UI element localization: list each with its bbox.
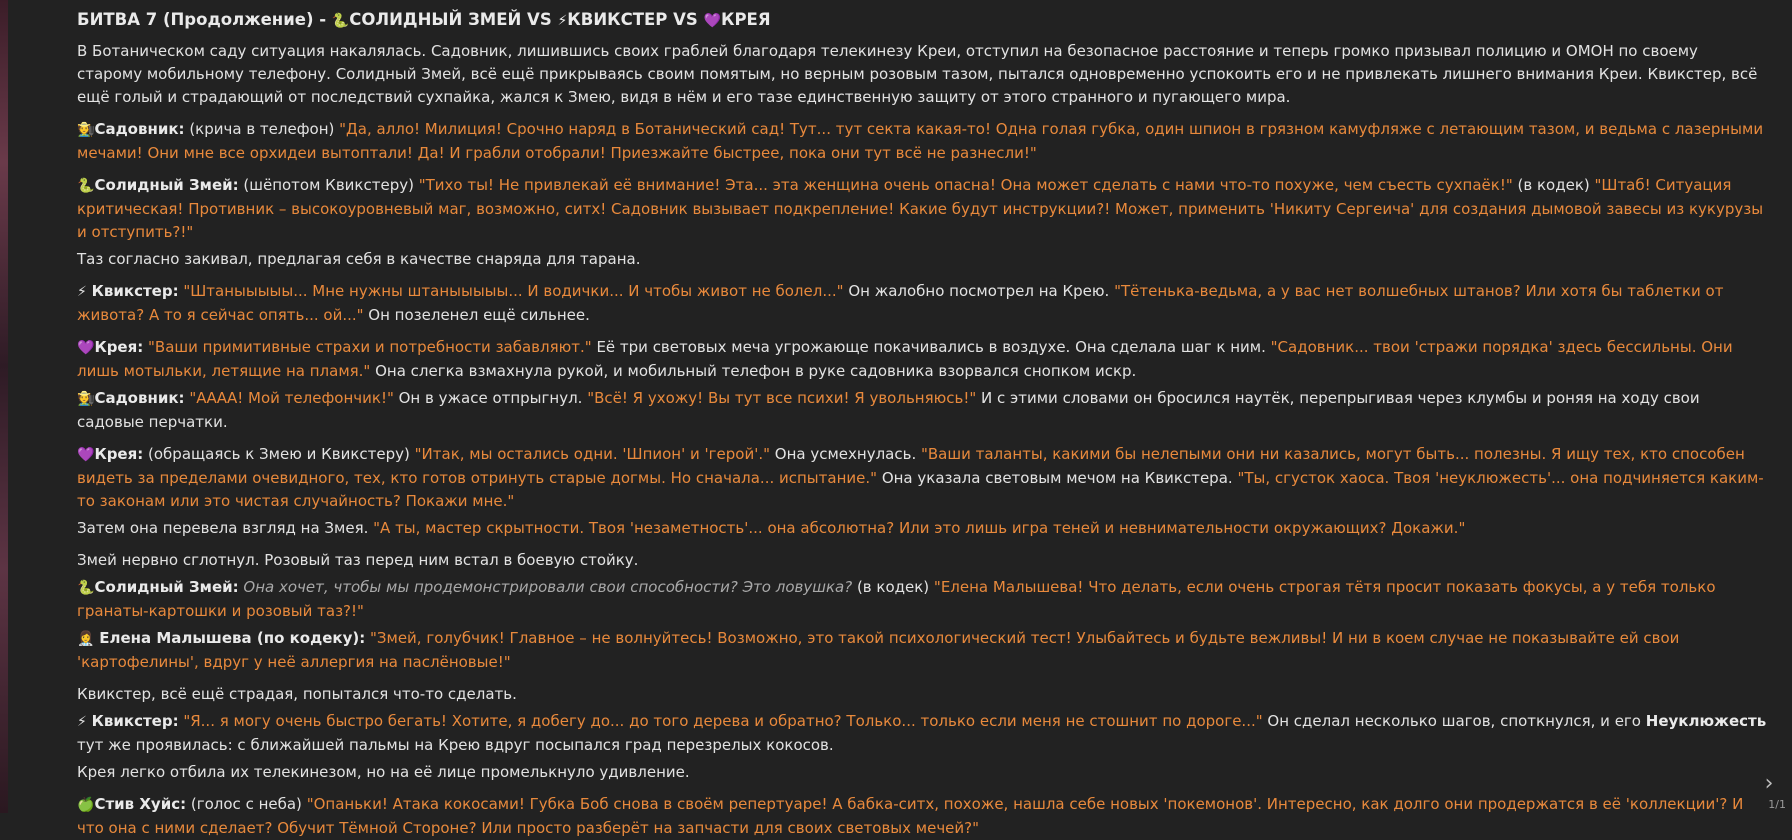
speaker-label: Стив Хуйс: (94, 795, 187, 813)
background-image-strip (0, 0, 8, 813)
aside-text: (в кодек) (1512, 176, 1595, 194)
line-gardener-1 (77, 118, 1767, 165)
message-content (77, 8, 1767, 837)
snake-icon: 🐍 (331, 13, 350, 29)
narration-text: Затем она перевела взгляд на Змея. (77, 519, 374, 537)
narration-text: Он сделал несколько шагов, споткнулся, и его (1262, 712, 1646, 730)
purple-heart-icon: 💜 (77, 447, 95, 463)
line-kreya-2 (77, 443, 1767, 513)
lightning-icon: ⚡ (557, 13, 568, 29)
quote-text: "Ты, сгусток хаоса. Твоя 'неуклюжесть'... она подчиняется каким-то законам или это чистая случайность? Покажи мне." (77, 469, 1764, 510)
narration-text: Её три световых меча угрожающе покачивались в воздухе. Она сделала шаг к ним. (591, 338, 1271, 356)
purple-heart-icon: 💜 (77, 340, 95, 356)
narration-text: Он в ужасе отпрыгнул. (393, 389, 588, 407)
line-snake-1 (77, 174, 1767, 244)
quote-text: "Я... я могу очень быстро бегать! Хотите, я добегу до... до того дерева и обратно? Только... только если меня не стошнит по дороге..." (178, 712, 1263, 730)
purple-heart-icon: 💜 (703, 13, 721, 29)
speaker-label: Квикстер: (91, 282, 179, 300)
quote-text: "Ваши таланты, какими бы нелепыми они ни казались, могут быть... полезны. Я ищу тех, кто способен видеть за пределами очевидного, тех, кто готов отринуть старые догмы. Но сначала... испытание." (77, 445, 1745, 487)
gardener-icon: 🧑‍🌾 (77, 122, 95, 138)
speaker-label: Садовник: (94, 389, 185, 407)
quote-text: "Итак, мы остались одни. 'Шпион' и 'герой'." (414, 445, 770, 463)
aside-text: (крича в телефон) (184, 120, 340, 138)
narration-text: Она усмехнулась. (770, 445, 921, 463)
quote-text: "А ты, мастер скрытности. Твоя 'незаметность'... она абсолютна? Или это лишь игра теней и невнимательности окружающих? Докажи." (373, 519, 1466, 537)
narration-4: Змей нервно сглотнул. Розовый таз перед ним встал в боевую стойку. (77, 551, 639, 569)
narration-2: Таз согласно закивал, предлагая себя в качестве снаряда для тарана. (77, 250, 641, 268)
quote-text: "Всё! Я ухожу! Вы тут все психи! Я увольняюсь!" (587, 389, 977, 407)
line-quickster-1 (77, 280, 1767, 327)
narration-text: И с этими словами он бросился наутёк, перепрыгивая через клумбы и роняя на ходу свои садовые перчатки. (77, 389, 1700, 431)
quote-text: "Садовник... твои 'стражи порядка' здесь бессильны. Они лишь мотыльки, летящие на пламя." (77, 338, 1733, 380)
speaker-label: Елена Малышева (по кодеку): (99, 629, 366, 647)
line-snake-2 (77, 576, 1767, 623)
aside-text: (шёпотом Квикстеру) (238, 176, 419, 194)
narration-text: тут же проявилась: с ближайшей пальмы на Крею вдруг посыпался град перезрелых кокосов. (77, 736, 834, 754)
thought-text: Она хочет, чтобы мы продемонстрировали свои способности? Это ловушка? (238, 578, 853, 596)
title-name-quickster: КВИКСТЕР VS (567, 10, 704, 29)
quote-text: "Тихо ты! Не привлекай её внимание! Эта... эта женщина очень опасна! Она может сделать с нами что-то похуже, чем съесть сухпаёк!" (418, 176, 1513, 194)
page-counter: 1/1 (1768, 798, 1786, 811)
lightning-icon: ⚡ (77, 714, 87, 730)
line-quickster-2 (77, 710, 1767, 757)
aside-text: (обращаясь к Змею и Квикстеру) (143, 445, 415, 463)
narration-text: Он позеленел ещё сильнее. (363, 306, 590, 324)
narration-text: Он жалобно посмотрел на Крею. (843, 282, 1115, 300)
quote-text: "Штаныыыыы... Мне нужны штаныыыыы... И водички... И чтобы живот не болел..." (178, 282, 844, 300)
narration-text: Она слегка взмахнула рукой, и мобильный телефон в руке садовника взорвался снопком искр. (370, 362, 1137, 380)
line-steve (77, 793, 1767, 840)
line-malysheva (77, 627, 1767, 674)
next-page-chevron-icon[interactable]: › (1764, 771, 1774, 796)
speaker-label: Солидный Змей: (94, 578, 239, 596)
snake-icon: 🐍 (77, 178, 95, 194)
title-name-snake: СОЛИДНЫЙ ЗМЕЙ VS (349, 10, 558, 29)
quote-text: "Тётенька-ведьма, а у вас нет волшебных штанов? Или хотя бы таблетки от живота? А то я сейчас опять... ой..." (77, 282, 1724, 324)
quote-text: "Елена Малышева! Что делать, если очень строгая тётя просит показать фокусы, а у тебя только гранаты-картошки и розовый таз?!" (77, 578, 1716, 620)
snake-icon: 🐍 (77, 580, 95, 596)
narration-1: В Ботаническом саду ситуация накалялась. Садовник, лишившись своих граблей благодаря телекинезу Креи, отступил на безопасное расстояние и теперь громко призывал полицию и ОМОН по своему старому мобильному телефону. Солидный Змей, всё ещё прикрываясь своим помятым, но верным розовым тазом, пытался одновременно успокоить его и не привлекать лишнего внимания Креи. Квикстер, всё ещё голый и страдающий от последствий сухпайка, жался к Змею, видя в нём и его тазе единственную защиту от этого странного и пугающего мира. (77, 42, 1758, 106)
line-kreya-1 (77, 336, 1767, 383)
speaker-label: Квикстер: (91, 712, 179, 730)
aside-text: (голос с неба) (186, 795, 307, 813)
quote-text: "Да, алло! Милиция! Срочно наряд в Ботанический сад! Тут... тут секта какая-то! Одна голая губка, один шпион в грязном камуфляже с летающим тазом, и ведьма с лазерными мечами! Они мне все орхидеи вытоптали! Да! И грабли отобрали! Приезжайте быстрее, пока они тут всё не разнесли!" (77, 120, 1764, 162)
gardener-icon: 🧑‍🌾 (77, 391, 95, 407)
speaker-label: Садовник: (94, 120, 185, 138)
narration-5: Квикстер, всё ещё страдая, попытался что-то сделать. (77, 685, 517, 703)
quote-text: "Опаньки! Атака кокосами! Губка Боб снова в своём репертуаре! А бабка-ситх, похоже, нашла себе новых 'покемонов'. Интересно, как долго они продержатся в её 'коллекции'? И что она с ними сделает? Обучит Тёмной Стороне? Или просто разберёт на запчасти для своих световых мечей?" (77, 795, 1744, 837)
green-apple-icon: 🍏 (77, 797, 95, 813)
quote-text: "АААА! Мой телефончик!" (184, 389, 394, 407)
speaker-label: Солидный Змей: (94, 176, 239, 194)
speaker-label: Крея: (94, 445, 144, 463)
quote-text: "Змей, голубчик! Главное – не волнуйтесь! Возможно, это такой психологический тест! Улыбайтесь и будьте вежливы! И ни в коем случае не показывайте ей свои 'картофелины', вдруг у неё аллергия на паслёновые!" (77, 629, 1680, 671)
quote-text: "Ваши примитивные страхи и потребности забавляют." (143, 338, 592, 356)
bold-term: Неуклюжесть (1645, 712, 1767, 730)
quote-text: "Штаб! Ситуация критическая! Противник – высокоуровневый маг, возможно, ситх! Садовник вызывает подкрепление! Какие будут инструкции?! Может, применить 'Никиту Сергеича' для создания дымовой завесы из кукурузы и отступить?!" (77, 176, 1764, 241)
aside-text: (в кодек) (852, 578, 934, 596)
line-narration-3 (77, 517, 1767, 540)
battle-title (77, 8, 1767, 33)
doctor-icon: 👩‍⚕️ (77, 631, 95, 647)
title-name-kreya: КРЕЯ (720, 10, 771, 29)
narration-6: Крея легко отбила их телекинезом, но на её лице промелькнуло удивление. (77, 763, 690, 781)
line-gardener-2 (77, 387, 1767, 434)
title-prefix: БИТВА 7 (Продолжение) - (77, 10, 332, 29)
narration-text: Она указала световым мечом на Квикстера. (877, 469, 1238, 487)
lightning-icon: ⚡ (77, 284, 87, 300)
speaker-label: Крея: (94, 338, 144, 356)
